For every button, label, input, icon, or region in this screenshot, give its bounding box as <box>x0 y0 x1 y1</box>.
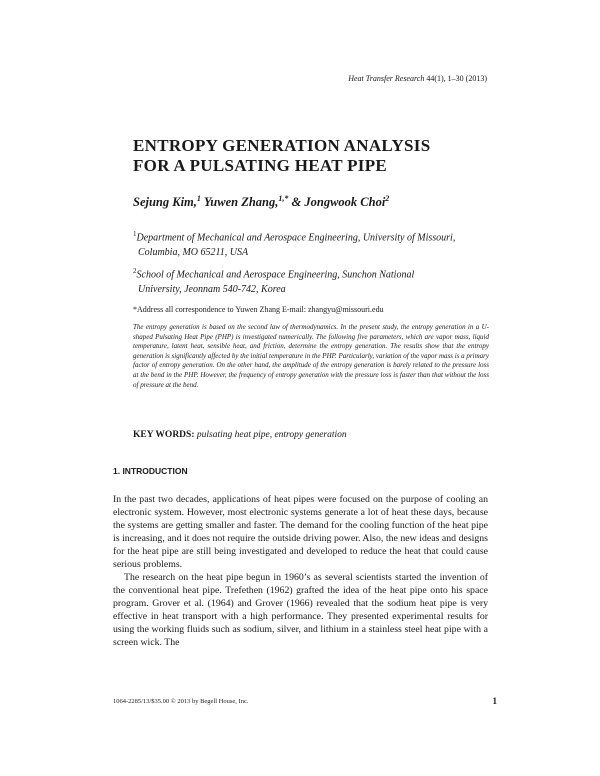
affiliation-2 <box>133 264 513 297</box>
page-number: 1 <box>492 696 497 706</box>
author-1-affil: 1 <box>196 194 201 203</box>
journal-citation <box>348 74 487 83</box>
journal-volume-pages: 44(1), 1–30 (2013) <box>426 74 487 83</box>
introduction-body <box>113 493 488 649</box>
title-line-1: ENTROPY GENERATION ANALYSIS <box>133 136 431 155</box>
keywords-value: pulsating heat pipe, entropy generation <box>194 430 347 440</box>
author-1: Sejung Kim, <box>133 195 197 210</box>
affiliation-1-number: 1 <box>133 230 137 238</box>
paragraph-2: The research on the heat pipe begun in 1960’s as several scientists started the invention of the conventional heat pipe. Trefethen (1962) grafted the idea of the heat pipe onto his space program. Grover et al. (1964) and Grover (1966) revealed that the sodium heat pipe is very effective in heat transport with a high performance. They presented experimental results for using the working fluids such as sodium, silver, and lithium in a stainless steel heat pipe with a screen wick. The <box>113 572 488 648</box>
author-list <box>133 194 389 210</box>
affiliation-1-line-2: Columbia, MO 65211, USA <box>138 247 249 259</box>
affiliation-2-line-2: University, Jeonnam 540-742, Korea <box>138 284 286 296</box>
affiliation-1-line-1: Department of Mechanical and Aerospace Engineering, University of Missouri, <box>136 232 456 244</box>
journal-name: Heat Transfer Research <box>348 74 425 83</box>
paragraph-1: In the past two decades, applications of heat pipes were focused on the purpose of cooling an electronic system. However, most electronic systems generate a lot of heat these days, because the systems are getting smaller and faster. The demand for the cooling function of the heat pipe is increasing, and it does not require the outside driving power. Also, the new ideas and designs for the heat pipe are still being investigated and developed to reduce the heat that could cause serious problems. <box>113 494 488 570</box>
abstract: The entropy generation is based on the second law of thermodynamics. In the present study, the entropy generation in a U-shaped Pulsating Heat Pipe (PHP) is investigated numerically. The following five parameters, which are vapor mass, liquid temperature, latent heat, sensible heat, and friction, determine the entropy generation. The results show that the entropy generation is significantly affected by the initial temperature in the PHP. Particularly, variation of the vapor mass is a primary factor of entropy generation. On the other hand, the amplitude of the entropy generation is barely related to the pressure loss at the bend in the PHP. However, the frequency of entropy generation with the pressure loss is faster than that without the loss of pressure at the bend. <box>133 323 489 389</box>
author-2-affil: 1,* <box>278 194 289 203</box>
section-heading-introduction: 1. INTRODUCTION <box>113 466 188 476</box>
affiliation-2-number: 2 <box>133 267 137 275</box>
affiliation-1 <box>133 227 513 260</box>
title-line-2: FOR A PULSATING HEAT PIPE <box>133 156 388 175</box>
footer-copyright: 1064-2285/13/$35.00 © 2013 by Begell House, Inc. <box>113 698 249 705</box>
keywords-label: KEY WORDS: <box>133 430 195 440</box>
correspondence-note: *Address all correspondence to Yuwen Zhang E-mail: zhangyu@missouri.edu <box>133 305 384 314</box>
author-3: & Jongwook Choi <box>288 195 386 210</box>
keywords <box>133 430 347 440</box>
paper-title <box>133 136 493 176</box>
author-2: Yuwen Zhang, <box>200 195 279 210</box>
affiliation-2-line-1: School of Mechanical and Aerospace Engineering, Sunchon National <box>136 269 415 281</box>
author-3-affil: 2 <box>385 194 390 203</box>
